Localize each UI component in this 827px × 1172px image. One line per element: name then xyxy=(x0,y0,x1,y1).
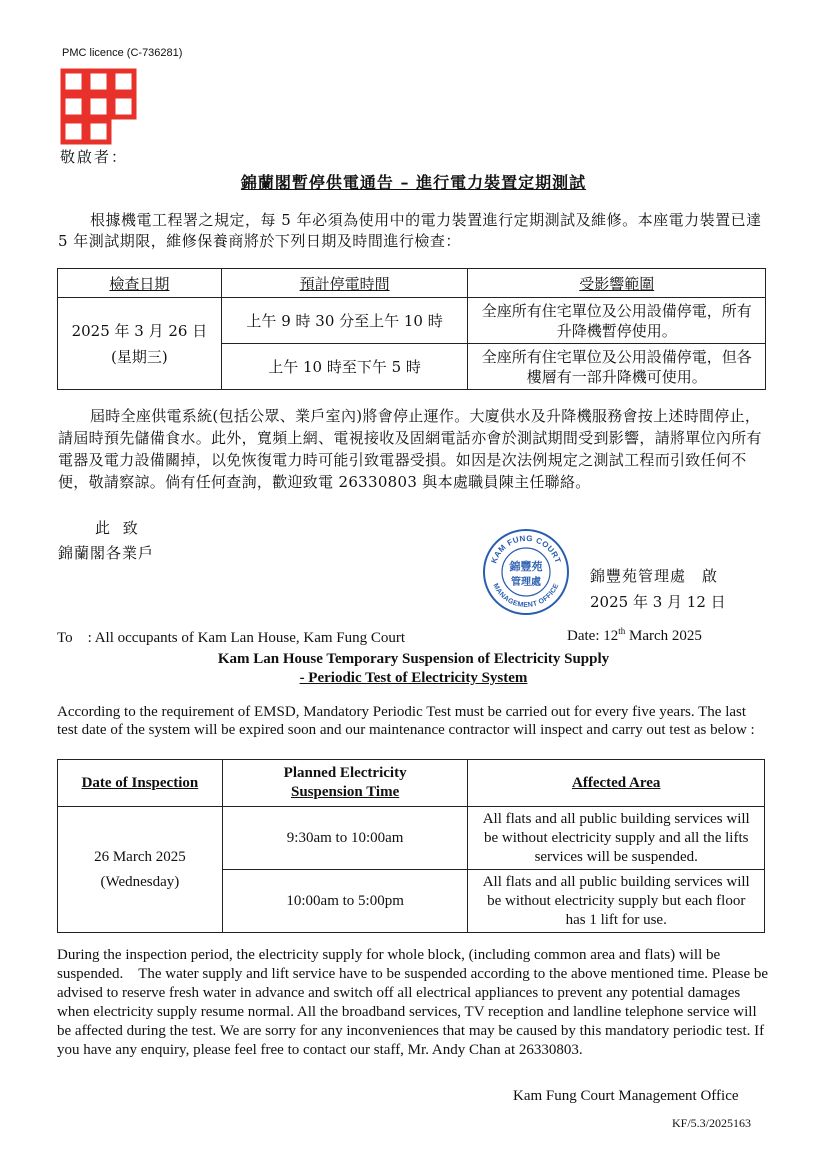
suspension-time-cell: 上午 9 時 30 分至上午 10 時 xyxy=(221,298,468,344)
header-suspension-time: 預計停電時間 xyxy=(221,269,468,298)
affected-area-cell: All flats and all public building services will be without electricity supply and all the lifts services will be suspended. xyxy=(468,807,765,870)
table-header-row xyxy=(58,269,766,298)
suspension-time-cell: 9:30am to 10:00am xyxy=(222,807,468,870)
svg-text:MANAGEMENT OFFICE: MANAGEMENT OFFICE xyxy=(491,582,561,610)
inspection-date: 26 March 2025 xyxy=(94,848,186,865)
suspension-time-cell: 上午 10 時至下午 5 時 xyxy=(221,344,468,390)
svg-text:管理處: 管理處 xyxy=(511,577,541,588)
svg-text:錦豐苑: 錦豐苑 xyxy=(509,560,543,573)
suspension-time-cell: 10:00am to 5:00pm xyxy=(222,870,468,933)
management-office-stamp xyxy=(481,527,571,617)
company-logo xyxy=(60,68,138,146)
header-inspection-date: 檢查日期 xyxy=(58,269,222,298)
header-inspection-date: Date of Inspection xyxy=(58,760,223,807)
notice-intro-en: According to the requirement of EMSD, Mandatory Periodic Test must be carried out for every five years. The last test date of the system will be expired soon and our maintenance contractor will inspect and carry out test as below : xyxy=(57,704,755,738)
inspection-date-cell xyxy=(58,807,223,933)
notice-body-en: During the inspection period, the electricity supply for whole block, (including common area and flats) will be suspended. The water supply and lift service have to be suspended according to the above mentioned time. Please be advised to reserve fresh water in advance and switch off all electrical appliances to prevent any potential damages when electricity supply resume normal. All the broadband services, TV reception and landline telephone service will be affected during the test. We are sorry for any inconveniences that may be caused by this mandatory periodic test. If you have any enquiry, please feel free to contact our staff, Mr. Andy Chan at 26330803. xyxy=(57,947,769,1058)
notice-intro-zh: 根據機電工程署之規定，每 5 年必須為使用中的電力裝置進行定期測試及維修。本座電力裝置已達 5 年測試期限，維修保養商將於下列日期及時間進行檢查： xyxy=(58,211,762,250)
sender-zh: 錦豐苑管理處 啟 xyxy=(590,567,719,585)
sender-en: Kam Fung Court Management Office xyxy=(513,1088,739,1104)
licence-number: PMC licence (C-736281) xyxy=(62,47,183,59)
inspection-date: 2025 年 3 月 26 日 xyxy=(71,321,208,340)
schedule-table-zh xyxy=(57,268,766,390)
addressee-zh: 錦蘭閣各業戶 xyxy=(58,544,155,562)
closing-zh: 此 致 xyxy=(95,519,142,537)
notice-title-en: Kam Lan House Temporary Suspension of Electricity Supply xyxy=(217,651,610,667)
header-suspension-time: Planned Electricity Suspension Time xyxy=(222,760,468,807)
salutation: 敬啟者： xyxy=(60,148,129,166)
svg-text:KAM FUNG COURT: KAM FUNG COURT xyxy=(489,533,563,565)
table-row xyxy=(58,298,766,344)
affected-area-cell: 全座所有住宅單位及公用設備停電，所有升降機暫停使用。 xyxy=(468,298,766,344)
notice-subtitle-en: - Periodic Test of Electricity System xyxy=(299,670,528,686)
recipient-en: To : All occupants of Kam Lan House, Kam Fung Court xyxy=(57,630,406,646)
header-affected-area: 受影響範圍 xyxy=(468,269,766,298)
schedule-table-en xyxy=(57,759,765,933)
notice-date-zh: 2025 年 3 月 12 日 xyxy=(590,593,726,611)
notice-body-zh: 屆時全座供電系統(包括公眾、業戶室內)將會停止運作。大廈供水及升降機服務會按上述時間停止，請屆時預先儲備食水。此外，寬頻上網、電視接收及固網電話亦會於測試期間受到影響，請將單位內所有電器及電力設備關掉，以免恢復電力時可能引致電器受損。如因是次法例規定之測試工程而引致任何不便，敬請察諒。倘有任何查詢，歡迎致電 26330803 與本處職員陳主任聯絡。 xyxy=(58,407,762,491)
inspection-weekday: (星期三) xyxy=(111,347,168,366)
table-header-row xyxy=(58,760,765,807)
affected-area-cell: All flats and all public building services will be without electricity supply but each floor has 1 lift for use. xyxy=(468,870,765,933)
reference-number: KF/5.3/2025163 xyxy=(672,1116,752,1130)
inspection-weekday: (Wednesday) xyxy=(100,873,180,890)
affected-area-cell: 全座所有住宅單位及公用設備停電，但各樓層有一部升降機可使用。 xyxy=(468,344,766,390)
table-row xyxy=(58,807,765,870)
header-affected-area: Affected Area xyxy=(468,760,765,807)
inspection-date-cell xyxy=(58,298,222,390)
notice-title-zh: 錦蘭閣暫停供電通告 – 進行電力裝置定期測試 xyxy=(240,173,587,192)
notice-date-en: Date: 12th March 2025 xyxy=(567,626,702,644)
